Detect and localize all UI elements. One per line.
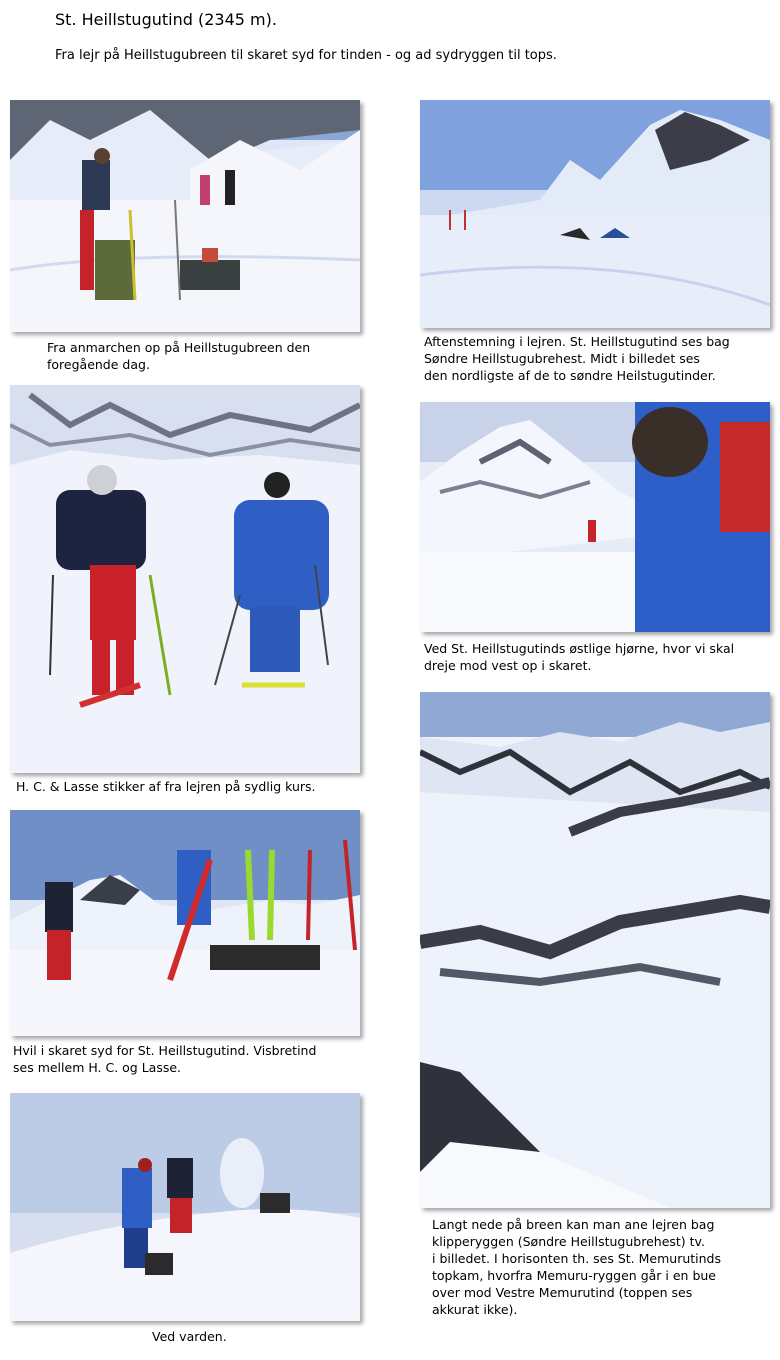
- caption-rest-col: Hvil i skaret syd for St. Heillstugutind. Visbretind ses mellem H. C. og Lasse.: [13, 1043, 317, 1075]
- photo-rest-col: [10, 810, 360, 1036]
- photo-glacier-view: [420, 692, 770, 1208]
- caption-east-corner: Ved St. Heillstugutinds østlige hjørne, hvor vi skal dreje mod vest op i skaret.: [424, 641, 735, 673]
- photo-camp-evening: [420, 100, 770, 328]
- photo-skiers: [10, 385, 360, 773]
- photo-east-corner: [420, 402, 770, 632]
- photo-approach: [10, 100, 360, 332]
- caption-camp-evening: Aftenstemning i lejren. St. Heillstugutind ses bag Søndre Heillstugubrehest. Midt i billedet ses den nordligste af de to søndre Heilstugutinder.: [424, 334, 730, 383]
- page-title: St. Heillstugutind (2345 m).: [55, 10, 277, 29]
- page-subtitle: Fra lejr på Heillstugubreen til skaret syd for tinden - og ad sydryggen til tops.: [55, 48, 557, 63]
- photo-cairn: [10, 1093, 360, 1321]
- caption-glacier-view: Langt nede på breen kan man ane lejren bag klipperyggen (Søndre Heillstugubrehest) tv. i billedet. I horisonten th. ses St. Memurutinds topkam, hvorfra Memuru-ryggen går i en bue over mod Vestre Memurutind (toppen ses akkurat ikke).: [432, 1217, 721, 1317]
- caption-approach: Fra anmarchen op på Heillstugubreen den foregående dag.: [47, 340, 311, 372]
- caption-cairn: Ved varden.: [152, 1329, 227, 1344]
- caption-skiers: H. C. & Lasse stikker af fra lejren på sydlig kurs.: [16, 779, 316, 794]
